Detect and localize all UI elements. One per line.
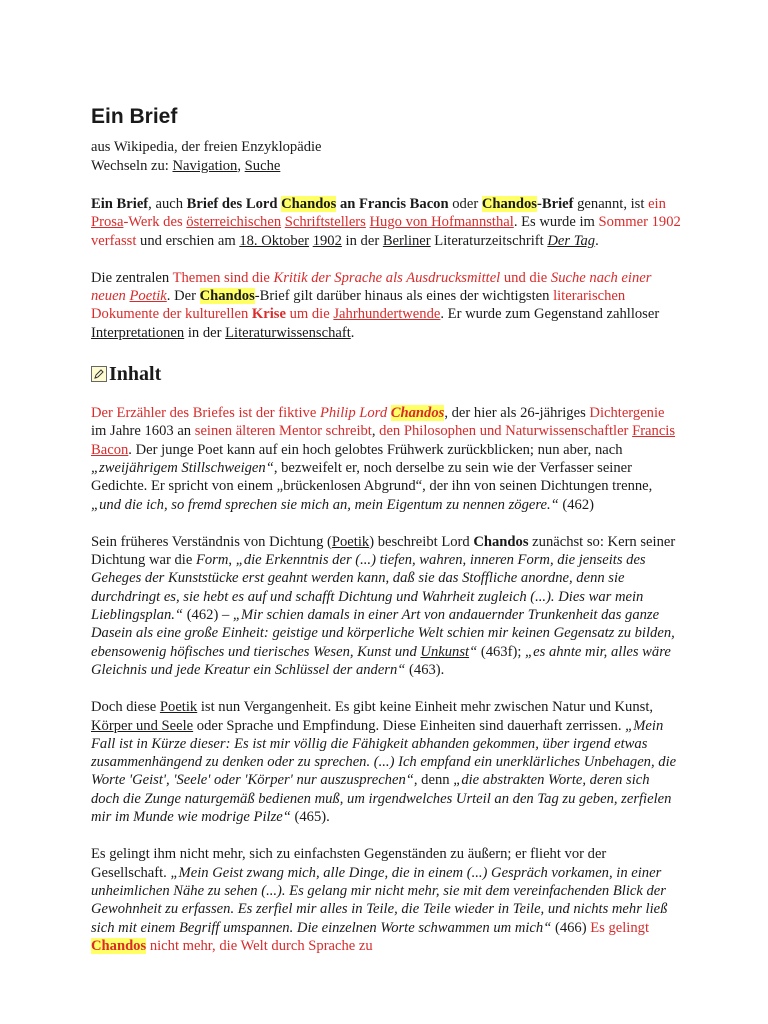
text-run: „und die ich, so fremd sprechen sie mich an, mein Eigentum zu nennen zögere.“: [91, 496, 559, 513]
text-run: ,: [371, 423, 380, 440]
navigation-link[interactable]: Navigation: [172, 158, 238, 174]
text-run: ein: [648, 196, 666, 212]
text-run: Es gelingt ihm nicht mehr, sich zu einfachsten Gegenständen zu äußern; er flieht vor der Gesellschaft.: [91, 846, 607, 881]
text-link[interactable]: Der Tag: [547, 232, 596, 249]
text-run: „Mein Fall ist in Kürze dieser: Es ist mir völlig die Fähigkeit abhanden gekommen, über irgend etwas zusammenhängend zu denken oder zu sprechen. (...) Ich empfand ein unerklärliches Unbehagen, die Worte 'Geist', 'Seele' oder 'Körper' nur auszusprechen“: [91, 717, 677, 789]
content-paragraph-2: [91, 533, 681, 679]
text-run: “: [469, 643, 478, 660]
text-run: den Philosophen und Naturwissenschaftler: [379, 423, 633, 440]
text-run: , der hier als 26-jähriges: [444, 405, 590, 422]
text-link[interactable]: österreichischen: [186, 214, 282, 231]
text-link[interactable]: Hugo von Hofmannsthal: [369, 214, 514, 231]
text-run: um die: [285, 306, 334, 323]
text-run: Chandos: [481, 196, 537, 212]
text-run: literarischen Dokumente der kulturellen: [91, 288, 626, 323]
section-heading: [91, 361, 681, 387]
text-run: ) beschreibt Lord: [369, 533, 474, 550]
text-run: und die: [500, 269, 551, 286]
search-link[interactable]: Suche: [244, 158, 281, 174]
text-run: im Jahre 1603 an: [91, 423, 195, 440]
edit-section-icon[interactable]: [91, 366, 107, 382]
text-run: Kritik der Sprache als Ausdrucksmittel: [273, 269, 501, 286]
text-run: (463).: [405, 661, 445, 678]
text-run: (463f);: [477, 643, 526, 660]
text-run: oder: [448, 196, 482, 212]
text-run: , denn: [413, 772, 454, 789]
text-run: (465).: [290, 809, 330, 826]
text-run: Philip Lord: [319, 405, 391, 422]
text-link[interactable]: Francis Bacon: [91, 423, 676, 458]
text-run: Chandos: [199, 288, 255, 305]
text-run: Ein Brief: [91, 196, 149, 212]
content-paragraph-3: [91, 698, 681, 826]
jump-prefix: Wechseln zu:: [91, 158, 169, 174]
text-run: . Der junge Poet kann auf ein hoch gelobtes Frühwerk zurückblicken; nun aber, nach: [128, 441, 623, 458]
text-run: in der: [184, 324, 226, 341]
text-link[interactable]: Interpretationen: [91, 324, 185, 341]
text-link[interactable]: Poetik: [159, 699, 198, 716]
text-run: .: [595, 232, 599, 249]
text-run: nicht mehr, die Welt durch Sprache zu: [146, 937, 373, 954]
text-run: Chandos: [281, 196, 337, 212]
text-run: oder Sprache und Empfindung. Diese Einheiten sind dauerhaft zerrissen.: [193, 717, 626, 734]
text-link[interactable]: Poetik: [331, 533, 370, 550]
text-run: Form: [195, 552, 229, 569]
text-run: Chandos: [473, 533, 529, 550]
intro-paragraph-2: [91, 269, 681, 342]
text-run: . Er wurde zum Gegenstand zahlloser: [440, 306, 660, 323]
text-run: Chandos: [91, 937, 147, 954]
text-run: Krise: [251, 306, 286, 323]
text-run: Dichtergenie: [589, 405, 665, 422]
content-paragraph-4: [91, 845, 681, 955]
text-run: , bezweifelt er, noch derselbe zu sein wie der Verfasser seiner Gedichte. Er spricht von einem „brückenlosen Abgrund“, der ihn von seinen Dichtungen trenne,: [91, 459, 653, 495]
intro-paragraph-1: [91, 195, 681, 250]
text-run: Literaturzeitschrift: [430, 232, 548, 249]
section-heading-text: Inhalt: [109, 363, 162, 386]
text-run: genannt, ist: [573, 196, 649, 212]
text-run: -Brief: [537, 196, 574, 212]
text-run: Chandos: [390, 405, 445, 422]
text-run: „Mir schien damals in einer Art von andauernder Trunkenheit das ganze Dasein als eine große Einheit: geistige und körperliche Welt schien mir keinen Gegensatz zu bilden, ebensowenig höfisches und tierisches Wesen, Kunst und: [91, 607, 675, 660]
text-link[interactable]: Körper und Seele: [91, 717, 194, 734]
text-run: „zweijährigem Stillschweigen“: [91, 459, 274, 476]
text-run: . Es wurde im: [513, 214, 599, 231]
page-title: Ein Brief: [91, 105, 178, 128]
text-link[interactable]: Unkunst: [420, 643, 470, 660]
text-run: Suche nach einer neuen: [91, 269, 652, 305]
text-link[interactable]: Berliner: [382, 232, 431, 249]
text-link[interactable]: 18. Oktober: [239, 232, 310, 249]
text-link[interactable]: Schriftstellers: [284, 214, 366, 231]
text-link[interactable]: 1902: [312, 232, 342, 249]
text-run: (462) –: [183, 607, 233, 624]
text-link[interactable]: Prosa: [91, 214, 124, 231]
text-run: .: [350, 324, 355, 341]
content-paragraph-1: [91, 404, 681, 514]
text-run: an Francis Bacon: [336, 196, 449, 212]
text-run: -Werk des: [123, 214, 187, 231]
text-run: Doch diese: [91, 699, 160, 716]
text-run: und erschien am: [136, 232, 240, 249]
text-run: (466): [551, 919, 591, 936]
text-link[interactable]: Literaturwissenschaft: [225, 324, 351, 341]
text-run: Themen sind die: [172, 269, 274, 286]
text-run: „die Erkenntnis der (...) tiefen, wahren, inneren Form, die jenseits des Geheges der Kunststücke erst geahnt werden kann, daß sie das Stoffliche anordne, denn sie durchdringt es, sie hebt es auf und schafft Dichtung und Wahrheit zugleich (...). Dies war mein Lieblingsplan.“: [91, 552, 646, 624]
text-run: , auch: [148, 196, 187, 212]
text-run: „Mein Geist zwang mich, alle Dinge, die in einem (...) Gespräch vorkamen, in einer unheimlichen Nähe zu sehen (...). Es gelang mir nicht mehr, sie mit dem vereinfachenden Blick der Gewohnheit zu erfassen. Es zerfiel mir alles in Teile, die Teile wieder in Teile, und nichts mehr ließ sich mit einem Begriff umspannen. Die einzelnen Worte schwammen um mich“: [91, 864, 668, 936]
text-run: „die abstrakten Worte, deren sich doch die Zunge naturgemäß bedienen muß, um irgendwelches Urteil an den Tag zu geben, zerfielen mir im Munde wie modrige Pilze“: [91, 772, 672, 826]
text-run: seinen älteren Mentor schreibt: [194, 423, 372, 440]
site-subtitle: aus Wikipedia, der freien Enzyklopädie: [91, 139, 322, 155]
text-run: in der: [341, 232, 383, 249]
text-run: Sommer 1902 verfasst: [91, 214, 681, 249]
text-run: Es gelingt: [590, 919, 650, 936]
jump-separator: ,: [237, 158, 242, 174]
text-run: Die zentralen: [91, 269, 173, 286]
text-run: zunächst so: Kern seiner Dichtung war die: [91, 533, 676, 569]
text-run: . Der: [166, 288, 200, 305]
text-link[interactable]: Jahrhundertwende: [333, 306, 441, 323]
text-run: ,: [228, 552, 236, 569]
text-run: Brief des Lord: [186, 196, 282, 212]
text-link[interactable]: Poetik: [129, 288, 167, 305]
text-run: Sein früheres Verständnis von Dichtung (: [91, 533, 332, 550]
text-run: -Brief gilt darüber hinaus als eines der wichtigsten: [254, 288, 554, 305]
article: [91, 104, 681, 955]
text-run: Der Erzähler des Briefes ist der fiktive: [91, 405, 320, 422]
text-run: „es ahnte mir, alles wäre Gleichnis und jede Kreatur ein Schlüssel der andern“: [91, 643, 671, 678]
jump-links: [91, 157, 681, 176]
text-run: ist nun Vergangenheit. Es gibt keine Einheit mehr zwischen Natur und Kunst,: [197, 699, 654, 716]
text-run: (462): [558, 496, 594, 513]
